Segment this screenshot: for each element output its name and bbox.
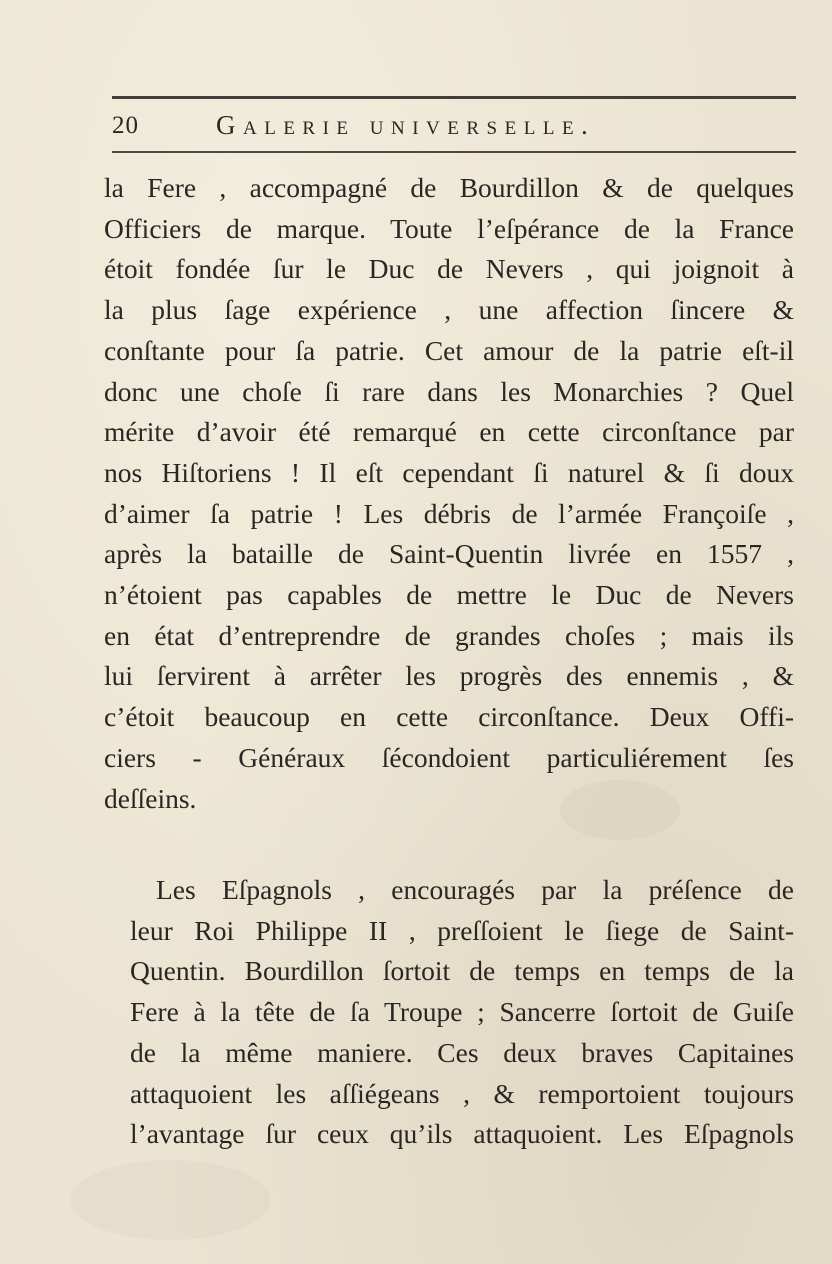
text-line: Officiers de marque. Toute l’eſpérance de la France [104,212,794,244]
text-line: deſſeins. [104,782,197,814]
running-title: Galerie universelle. [216,110,596,140]
header-bottom-rule [112,151,796,153]
text-line: de la même maniere. Ces deux braves Capitaines [130,1036,794,1068]
text-line: attaquoient les aſſiégeans , & remportoient toujours [130,1077,794,1109]
text-line: n’étoient pas capables de mettre le Duc de Nevers [104,579,794,611]
paper-stain [70,1160,270,1240]
paragraph-1 [104,168,794,819]
page-number: 20 [112,112,139,139]
text-line: Fere à la tête de ſa Troupe ; Sancerre ſortoit de Guiſe [130,996,794,1028]
paragraph-2 [104,870,794,1155]
header-top-rule [112,96,796,99]
text-line: conſtante pour ſa patrie. Cet amour de la patrie eſt-il [104,334,794,366]
text-line: en état d’entreprendre de grandes choſes ; mais ils [104,619,794,651]
text-line: mérite d’avoir été remarqué en cette circonſtance par [104,416,794,448]
running-head [112,108,796,148]
text-line: après la bataille de Saint-Quentin livrée en 1557 , [104,538,794,570]
text-line: donc une choſe ſi rare dans les Monarchies ? Quel [104,375,794,407]
text-line: ciers - Généraux ſécondoient particuliérement ſes [104,741,794,773]
text-line: leur Roi Philippe II , preſſoient le ſiege de Saint- [130,914,794,946]
text-line: c’étoit beaucoup en cette circonſtance. Deux Offi- [104,701,794,733]
text-line: nos Hiſtoriens ! Il eſt cependant ſi naturel & ſi doux [104,456,794,488]
text-line: étoit fondée ſur le Duc de Nevers , qui joignoit à [104,253,794,285]
text-line: l’avantage ſur ceux qu’ils attaquoient. Les Eſpagnols [130,1118,794,1150]
text-line: la plus ſage expérience , une affection ſincere & [104,294,794,326]
text-line: lui ſervirent à arrêter les progrès des ennemis , & [104,660,794,692]
text-line: la Fere , accompagné de Bourdillon & de quelques [104,172,794,203]
text-line: d’aimer ſa patrie ! Les débris de l’armée Françoiſe , [104,497,794,529]
text-line: Les Eſpagnols , encouragés par la préſence de [156,874,794,905]
text-line: Quentin. Bourdillon ſortoit de temps en temps de la [130,955,794,987]
